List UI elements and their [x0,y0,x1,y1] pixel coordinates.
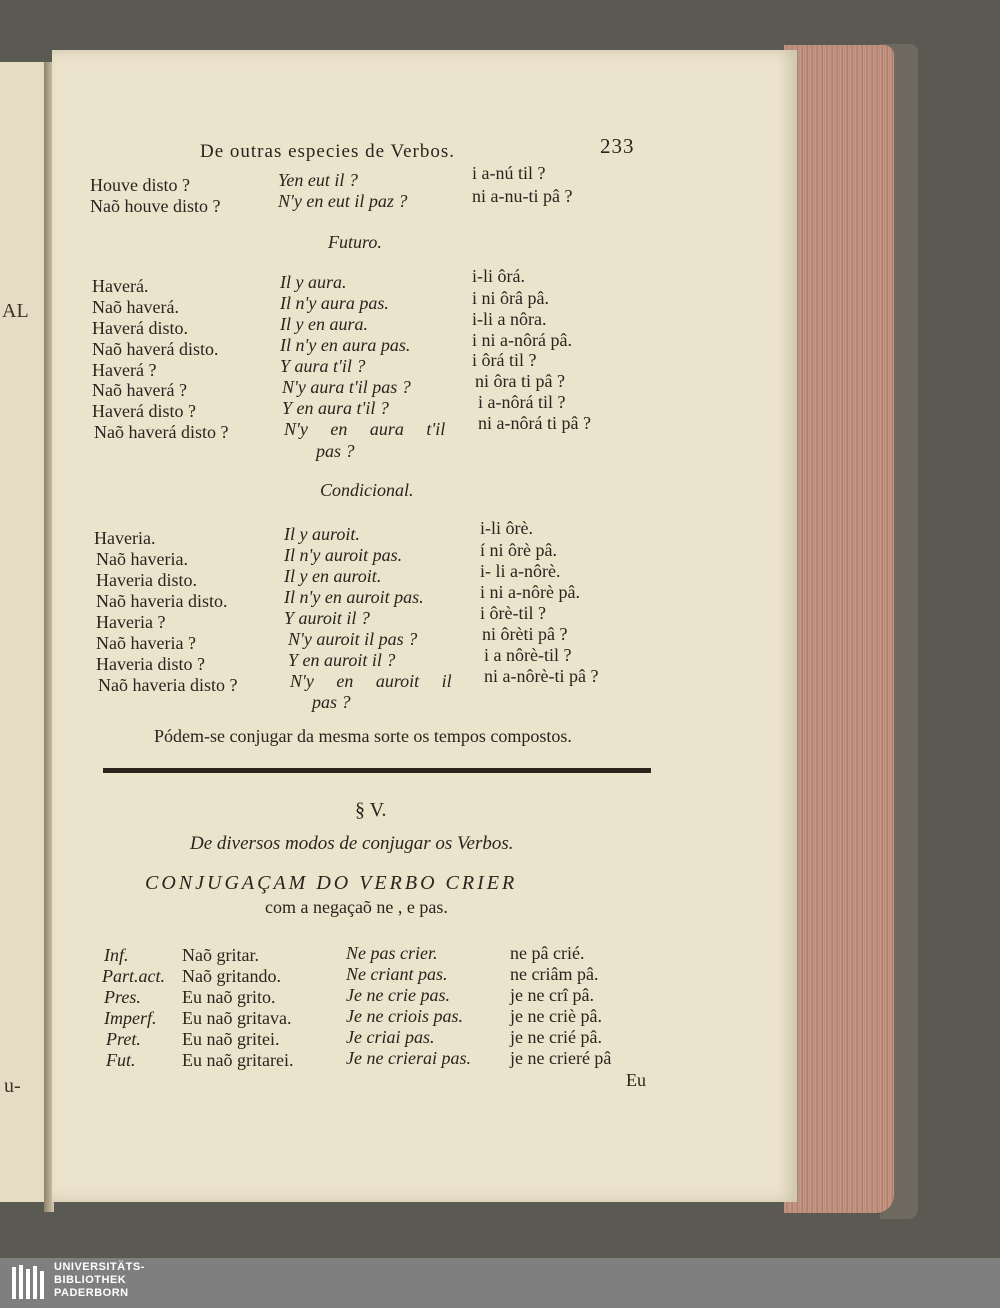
fr-continuation: pas ? [312,692,351,712]
logo-line: UNIVERSITÄTS- [54,1261,145,1273]
pt-cell: Eu naõ gritarei. [182,1050,294,1070]
library-logo-text [54,1261,145,1300]
pron-cell: je ne crieré pâ [510,1048,612,1068]
pron-cell: i ôrá til ? [472,350,537,370]
pt-cell: Eu naõ gritava. [182,1008,292,1028]
pron-cell: ni ôrèti pâ ? [482,624,568,644]
fr-cell: Je ne criois pas. [346,1006,463,1026]
pt-cell: Haveria disto. [96,570,197,590]
fr-cell: Il n'y auroit pas. [284,545,403,565]
pt-cell: Haverá disto. [92,318,188,338]
pron-cell: ni a-nu-ti pâ ? [472,186,573,206]
fr-cell: Yen eut il ? [278,170,358,190]
fr-cell: N'y aura t'il pas ? [282,377,411,397]
fr-cell: Il n'y aura pas. [280,293,389,313]
pron-cell: i ni a-nôrè pâ. [480,582,580,602]
tense-label: Part.act. [102,966,165,986]
fr-cell: Il y aura. [280,272,347,292]
fr-cell: Y en aura t'il ? [282,398,389,418]
pron-cell: i-li ôrè. [480,518,533,538]
fr-cell: Y en auroit il ? [288,650,396,670]
pron-cell: i-li a nôra. [472,309,547,329]
pron-cell: i ôrè-til ? [480,603,546,623]
fr-cell: Je criai pas. [346,1027,435,1047]
section-title: De diversos modos de conjugar os Verbos. [190,833,514,854]
conjugation-title: CONJUGAÇAM DO VERBO CRIER [145,872,518,894]
fr-cell: N'y auroit il pas ? [288,629,418,649]
fr-cell: Ne pas crier. [346,943,438,963]
fr-continuation: pas ? [316,441,355,461]
fr-cell: Y auroit il ? [284,608,370,628]
tense-label: Fut. [106,1050,136,1070]
pt-cell: Haveria disto ? [96,654,205,674]
pt-cell: Naõ gritando. [182,966,281,986]
pron-cell: ni ôra ti pâ ? [475,371,565,391]
tense-label: Imperf. [104,1008,157,1028]
pron-cell: je ne criè pâ. [510,1006,602,1026]
pron-cell: i a nôrè-til ? [484,645,572,665]
pt-cell: Naõ haveria. [96,549,188,569]
pron-cell: ne criâm pâ. [510,964,599,984]
pt-cell: Naõ haverá. [92,297,179,317]
fr-cell: Il n'y en aura pas. [280,335,411,355]
logo-line: BIBLIOTHEK [54,1274,127,1286]
pt-cell: Haveria. [94,528,156,548]
pron-cell: ne pâ crié. [510,943,585,963]
page-number: 233 [600,134,635,158]
pt-cell: Naõ haverá disto. [92,339,219,359]
pron-cell: i ni ôrâ pâ. [472,288,549,308]
section-heading-condicional: Condicional. [320,480,414,500]
pt-cell: Haverá disto ? [92,401,196,421]
pron-cell: i ni a-nôrá pâ. [472,330,572,350]
catchword: Eu [626,1070,646,1090]
fr-cell: N'y en auroit il [290,671,452,691]
pron-cell: i a-nú til ? [472,163,546,183]
section-divider [103,768,651,773]
tense-label: Pret. [106,1029,141,1049]
fr-cell: Je ne crie pas. [346,985,450,1005]
pron-cell: je ne crî pâ. [510,985,594,1005]
pron-cell: ni a-nôrá ti pâ ? [478,413,591,433]
pt-cell: Eu naõ grito. [182,987,276,1007]
fr-cell: Il y en auroit. [284,566,382,586]
section-heading-futuro: Futuro. [328,232,382,252]
pt-cell: Haverá. [92,276,149,296]
pron-cell: i a-nôrá til ? [478,392,566,412]
conjugation-subtitle: com a negaçaõ ne , e pas. [265,897,448,917]
fr-cell: N'y en eut il paz ? [278,191,408,211]
section-mark: § V. [355,799,387,821]
pt-cell: Naõ haveria disto ? [98,675,238,695]
pt-cell: Naõ haverá ? [92,380,187,400]
running-header: De outras especies de Verbos. [200,141,455,162]
fr-cell: Il y en aura. [280,314,368,334]
pt-cell: Naõ haveria ? [96,633,196,653]
left-page-fragment: u- [4,1075,21,1097]
pt-cell: Eu naõ gritei. [182,1029,280,1049]
fr-cell: Je ne crierai pas. [346,1048,471,1068]
pt-cell: Haverá ? [92,360,157,380]
pt-cell: Houve disto ? [90,175,190,195]
left-page-fragment: AL [2,300,29,322]
page-edges [784,45,894,1213]
pron-cell: í ni ôrè pâ. [480,540,557,560]
pron-cell: je ne crié pâ. [510,1027,602,1047]
pt-cell: Naõ haveria disto. [96,591,228,611]
pt-cell: Naõ gritar. [182,945,259,965]
fr-cell: Il n'y en auroit pas. [284,587,424,607]
pt-cell: Naõ haverá disto ? [94,422,229,442]
fr-cell: Ne criant pas. [346,964,448,984]
fr-cell: N'y en aura t'il [284,419,446,439]
tense-label: Pres. [104,987,141,1007]
pron-cell: i-li ôrá. [472,266,525,286]
pron-cell: ni a-nôrè-ti pâ ? [484,666,599,686]
library-logo-icon [10,1263,48,1303]
logo-line: PADERBORN [54,1287,129,1299]
pron-cell: i- li a-nôrè. [480,561,561,581]
pt-cell: Haveria ? [96,612,166,632]
fr-cell: Il y auroit. [284,524,360,544]
pt-cell: Naõ houve disto ? [90,196,221,216]
library-footer [0,1258,1000,1308]
fr-cell: Y aura t'il ? [280,356,366,376]
compound-tenses-note: Pódem-se conjugar da mesma sorte os tempos compostos. [154,726,572,746]
tense-label: Inf. [104,945,129,965]
